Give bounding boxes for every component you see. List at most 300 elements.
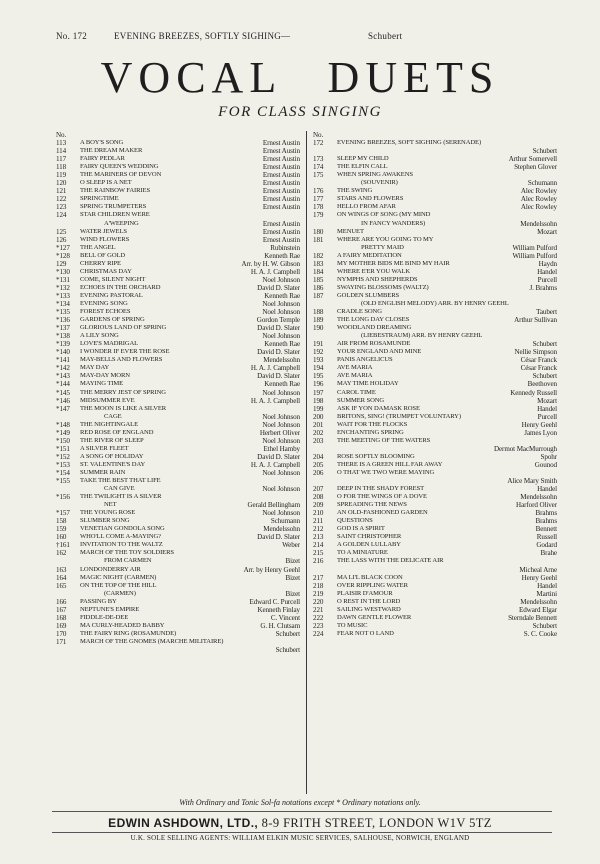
song-title: MAGIC NIGHT (CARMEN) bbox=[80, 573, 157, 581]
song-row bbox=[56, 147, 300, 155]
song-number: *151 bbox=[56, 444, 70, 453]
song-composer: Noel Johnson bbox=[262, 308, 300, 317]
song-number: 197 bbox=[313, 388, 324, 397]
song-title: CAN GIVE bbox=[104, 485, 135, 493]
song-number: 205 bbox=[313, 460, 324, 469]
song-row bbox=[56, 622, 300, 630]
song-title: A SILVER FLEET bbox=[80, 444, 129, 452]
song-row bbox=[313, 429, 557, 437]
song-number: 162 bbox=[56, 549, 67, 558]
song-title: DAWN GENTLE FLOWER bbox=[337, 613, 412, 621]
song-composer: Arthur Sullivan bbox=[514, 316, 557, 325]
song-composer: Noel Johnson bbox=[262, 509, 300, 518]
song-row bbox=[56, 332, 300, 340]
song-composer: Arr. by H. W. Gibson bbox=[241, 259, 300, 268]
song-composer: Mendelssohn bbox=[520, 597, 557, 606]
song-title: AIR FROM ROSAMUNDE bbox=[337, 340, 411, 348]
song-number: 163 bbox=[56, 565, 67, 574]
song-composer: Brahms bbox=[535, 517, 557, 526]
song-title: GOD IS A SPIRIT bbox=[337, 525, 385, 533]
song-row bbox=[313, 316, 557, 324]
publisher-name: EDWIN ASHDOWN, LTD., bbox=[108, 816, 259, 830]
song-row bbox=[313, 389, 557, 397]
song-title: MARCH OF THE TOY SOLDIERS bbox=[80, 549, 174, 557]
song-title: BELL OF GOLD bbox=[80, 251, 126, 259]
song-title: CAGE bbox=[104, 412, 122, 420]
song-title: MA LI'L BLACK COON bbox=[337, 573, 403, 581]
song-title: SAINT CHRISTOPHER bbox=[337, 533, 402, 541]
song-composer: David D. Slater bbox=[257, 348, 300, 357]
song-number: 171 bbox=[56, 637, 67, 646]
song-row bbox=[56, 220, 300, 228]
song-row bbox=[313, 405, 557, 413]
song-number: 179 bbox=[313, 211, 324, 220]
song-row bbox=[56, 260, 300, 268]
song-number: 203 bbox=[313, 436, 324, 445]
song-row bbox=[313, 147, 557, 155]
song-composer: G. H. Clutsam bbox=[260, 621, 300, 630]
song-row bbox=[56, 606, 300, 614]
song-title: THE TWILIGHT IS A SILVER bbox=[80, 493, 162, 501]
song-number: 165 bbox=[56, 581, 67, 590]
right-song-list bbox=[313, 131, 557, 638]
song-row bbox=[56, 364, 300, 372]
song-composer: Alice Mary Smith bbox=[507, 477, 557, 486]
song-number: 129 bbox=[56, 259, 67, 268]
song-row bbox=[56, 469, 300, 477]
song-number: *142 bbox=[56, 364, 70, 373]
song-number: 190 bbox=[313, 324, 324, 333]
song-title: (LIEBESTRAUM) ARR. BY HENRY GEEHL bbox=[361, 332, 483, 340]
song-composer: Taubert bbox=[536, 308, 557, 317]
song-number: 215 bbox=[313, 549, 324, 558]
song-number: *127 bbox=[56, 243, 70, 252]
song-title: ROSE SOFTLY BLOOMING bbox=[337, 452, 415, 460]
song-row bbox=[56, 429, 300, 437]
song-title: MY MOTHER BIDS ME BIND MY HAIR bbox=[337, 259, 450, 267]
song-number: 181 bbox=[313, 235, 324, 244]
song-title: O FOR THE WINGS OF A DOVE bbox=[337, 493, 427, 501]
song-row bbox=[56, 356, 300, 364]
song-number: 192 bbox=[313, 348, 324, 357]
song-composer: Ernest Austin bbox=[262, 139, 300, 148]
song-title: THE DREAM MAKER bbox=[80, 147, 143, 155]
song-title: SPREADING THE NEWS bbox=[337, 501, 407, 509]
song-number: *140 bbox=[56, 348, 70, 357]
song-number: 178 bbox=[313, 203, 324, 212]
song-row bbox=[313, 517, 557, 525]
song-row bbox=[56, 493, 300, 501]
song-number: 159 bbox=[56, 525, 67, 534]
song-number: 126 bbox=[56, 235, 67, 244]
song-number: 223 bbox=[313, 621, 324, 630]
song-row bbox=[313, 630, 557, 638]
song-row bbox=[56, 437, 300, 445]
left-song-list bbox=[56, 131, 300, 654]
song-title: TO MUSIC bbox=[337, 621, 368, 629]
song-number: 199 bbox=[313, 404, 324, 413]
song-title: MIDSUMMER EVE bbox=[80, 396, 135, 404]
song-title: ASK IF YON DAMASK ROSE bbox=[337, 404, 420, 412]
song-title: EVENING BREEZES, SOFT SIGHING (SERENADE) bbox=[337, 139, 482, 147]
song-number: 158 bbox=[56, 517, 67, 526]
song-number bbox=[313, 332, 337, 340]
song-composer: Schubert bbox=[532, 621, 557, 630]
song-row bbox=[313, 203, 557, 211]
song-title: THE NIGHTINGALE bbox=[80, 420, 139, 428]
song-composer: Sterndale Bennett bbox=[508, 613, 557, 622]
song-composer: Kenneth Rae bbox=[264, 251, 300, 260]
song-number bbox=[313, 179, 337, 187]
song-title: SLEEP MY CHILD bbox=[337, 155, 389, 163]
song-composer: Gounod bbox=[534, 460, 557, 469]
song-title: (OLD ENGLISH MELODY) ARR. BY HENRY GEEHL bbox=[361, 299, 509, 307]
song-title: MENUET bbox=[337, 227, 364, 235]
song-row bbox=[313, 139, 557, 147]
song-title: CHRISTMAS DAY bbox=[80, 267, 132, 275]
song-number: 222 bbox=[313, 613, 324, 622]
song-composer: Handel bbox=[537, 267, 557, 276]
song-composer: Schumann bbox=[270, 517, 300, 526]
song-number: 117 bbox=[56, 155, 67, 164]
song-row bbox=[313, 525, 557, 533]
song-title: (SOUVENIR) bbox=[361, 179, 398, 187]
song-number: 122 bbox=[56, 195, 67, 204]
song-title: THE LONG DAY CLOSES bbox=[337, 316, 410, 324]
song-row bbox=[313, 533, 557, 541]
song-number: 209 bbox=[313, 501, 324, 510]
song-title: WATER JEWELS bbox=[80, 227, 127, 235]
song-number: 191 bbox=[313, 340, 324, 349]
song-composer: Ernest Austin bbox=[262, 195, 300, 204]
song-row bbox=[56, 557, 300, 565]
song-row bbox=[56, 485, 300, 493]
song-row bbox=[313, 179, 557, 187]
song-title: SUMMER SONG bbox=[337, 396, 385, 404]
song-number bbox=[56, 590, 80, 598]
song-composer: Bennett bbox=[535, 525, 557, 534]
song-title: PRETTY MAID bbox=[361, 243, 404, 251]
song-number: 210 bbox=[313, 509, 324, 518]
page-subtitle: FOR CLASS SINGING bbox=[218, 104, 382, 120]
song-title: THE ELFIN CALL bbox=[337, 163, 388, 171]
song-row bbox=[56, 638, 300, 646]
song-row bbox=[56, 517, 300, 525]
song-number: *152 bbox=[56, 452, 70, 461]
song-number: 217 bbox=[313, 573, 324, 582]
song-title: SLUMBER SONG bbox=[80, 517, 130, 525]
song-title: O THAT WE TWO WERE MAYING bbox=[337, 468, 435, 476]
song-composer: Noel Johnson bbox=[262, 388, 300, 397]
song-row bbox=[313, 332, 557, 340]
song-row bbox=[313, 308, 557, 316]
song-title: SPRINGTIME bbox=[80, 195, 119, 203]
song-row bbox=[56, 308, 300, 316]
song-composer: Noel Johnson bbox=[262, 436, 300, 445]
song-row bbox=[56, 397, 300, 405]
song-composer: Stephen Glover bbox=[514, 163, 557, 172]
page-title: VOCAL DUETS bbox=[100, 53, 500, 102]
song-number: 121 bbox=[56, 187, 67, 196]
song-number bbox=[56, 220, 80, 228]
song-title: OVER RIPPLING WATER bbox=[337, 581, 408, 589]
song-row bbox=[56, 574, 300, 582]
song-composer: Edward C. Purcell bbox=[249, 597, 300, 606]
song-number: 125 bbox=[56, 227, 67, 236]
song-title: VENETIAN GONDOLA SONG bbox=[80, 525, 165, 533]
song-title: SUMMER RAIN bbox=[80, 468, 126, 476]
song-number: 176 bbox=[313, 187, 324, 196]
song-row bbox=[56, 461, 300, 469]
song-number: 120 bbox=[56, 179, 67, 188]
song-composer: Ernest Austin bbox=[262, 155, 300, 164]
song-title: A LILY SONG bbox=[80, 332, 119, 340]
song-number bbox=[313, 220, 337, 228]
song-number: 169 bbox=[56, 621, 67, 630]
song-row bbox=[313, 566, 557, 574]
song-number: 164 bbox=[56, 573, 67, 582]
song-row bbox=[56, 405, 300, 413]
song-row bbox=[56, 348, 300, 356]
song-title bbox=[80, 131, 300, 139]
song-number: 221 bbox=[313, 605, 324, 614]
song-row bbox=[313, 421, 557, 429]
song-number bbox=[313, 300, 337, 308]
song-title: BRITONS, SING! (TRUMPET VOLUNTARY) bbox=[337, 412, 461, 420]
song-row bbox=[56, 389, 300, 397]
song-title: YOUR ENGLAND AND MINE bbox=[337, 348, 422, 356]
song-composer: Kenneth Finlay bbox=[257, 605, 300, 614]
song-title: THERE IS A GREEN HILL FAR AWAY bbox=[337, 460, 443, 468]
song-title: FIDDLE-DE-DEE bbox=[80, 613, 129, 621]
song-row bbox=[313, 622, 557, 630]
song-number: 206 bbox=[313, 468, 324, 477]
song-row bbox=[313, 437, 557, 445]
song-title: NEPTUNE'S EMPIRE bbox=[80, 605, 140, 613]
song-title: TO A MINIATURE bbox=[337, 549, 388, 557]
song-number: 213 bbox=[313, 533, 324, 542]
song-title: FEAR NOT O LAND bbox=[337, 629, 394, 637]
song-composer: Ernest Austin bbox=[262, 235, 300, 244]
song-row bbox=[313, 485, 557, 493]
song-row bbox=[313, 582, 557, 590]
song-row bbox=[56, 300, 300, 308]
song-composer: Ernest Austin bbox=[262, 147, 300, 156]
song-number: *149 bbox=[56, 428, 70, 437]
song-row bbox=[56, 533, 300, 541]
song-row bbox=[56, 131, 300, 139]
song-number: 194 bbox=[313, 364, 324, 373]
song-title: AN OLD-FASHIONED GARDEN bbox=[337, 509, 428, 517]
song-number: 160 bbox=[56, 533, 67, 542]
song-title: PANIS ANGELICUS bbox=[337, 356, 393, 364]
song-composer: H. A. J. Campbell bbox=[250, 364, 300, 373]
song-title: SPRING TRUMPETERS bbox=[80, 203, 147, 211]
song-row bbox=[56, 501, 300, 509]
song-title: WHO'LL COME A-MAYING? bbox=[80, 533, 162, 541]
song-composer: Ernest Austin bbox=[262, 163, 300, 172]
song-title: GOLDEN SLUMBERS bbox=[337, 291, 400, 299]
song-composer: Ernest Austin bbox=[262, 227, 300, 236]
song-composer: David D. Slater bbox=[257, 533, 300, 542]
song-composer: Dermot MacMurrough bbox=[493, 444, 557, 453]
song-row bbox=[313, 236, 557, 244]
song-composer: Ethel Hamby bbox=[263, 444, 300, 453]
song-row bbox=[56, 244, 300, 252]
song-row bbox=[56, 598, 300, 606]
song-title: LOVE'S MADRIGAL bbox=[80, 340, 139, 348]
song-composer: Schubert bbox=[532, 147, 557, 156]
song-number: 214 bbox=[313, 541, 324, 550]
song-title: SAILING WESTWARD bbox=[337, 605, 401, 613]
song-number: 204 bbox=[313, 452, 324, 461]
song-composer: Schubert bbox=[275, 646, 300, 654]
publisher-address: 8-9 FRITH STREET, LONDON W1V 5TZ bbox=[258, 816, 492, 830]
song-row bbox=[56, 372, 300, 380]
song-title: FAIRY PEDLAR bbox=[80, 155, 125, 163]
song-composer: H. A. J. Campbell bbox=[250, 267, 300, 276]
song-number: 211 bbox=[313, 517, 324, 526]
song-number: *131 bbox=[56, 275, 70, 284]
song-number: 175 bbox=[313, 171, 324, 180]
song-row bbox=[313, 549, 557, 557]
song-title: ST. VALENTINE'S DAY bbox=[80, 460, 146, 468]
song-title: EVENING PASTORAL bbox=[80, 291, 143, 299]
song-row bbox=[56, 236, 300, 244]
song-number: *136 bbox=[56, 316, 70, 325]
song-title: THE FAIRY RING (ROSAMUNDE) bbox=[80, 629, 177, 637]
song-composer: Noel Johnson bbox=[262, 468, 300, 477]
song-composer: Schubert bbox=[275, 629, 300, 638]
song-composer: Schubert bbox=[532, 340, 557, 349]
song-row bbox=[56, 276, 300, 284]
song-number: *143 bbox=[56, 372, 70, 381]
song-title bbox=[337, 131, 557, 139]
song-composer: James Lyon bbox=[524, 428, 557, 437]
song-title: CHERRY RIPE bbox=[80, 259, 121, 267]
song-number bbox=[56, 501, 80, 509]
song-row bbox=[313, 461, 557, 469]
song-number: 182 bbox=[313, 251, 324, 260]
song-title: STAR CHILDREN WERE bbox=[80, 211, 150, 219]
song-row bbox=[313, 372, 557, 380]
song-title: THE SWING bbox=[337, 187, 373, 195]
header-song-title: EVENING BREEZES, SOFTLY SIGHING— bbox=[114, 31, 291, 41]
song-row bbox=[313, 413, 557, 421]
song-title: AVE MARIA bbox=[337, 372, 373, 380]
song-row bbox=[313, 541, 557, 549]
song-row bbox=[56, 413, 300, 421]
song-row bbox=[56, 541, 300, 549]
song-number: 187 bbox=[313, 291, 324, 300]
song-number: 188 bbox=[313, 308, 324, 317]
song-composer: Kenneth Rae bbox=[264, 291, 300, 300]
divider-rule bbox=[52, 832, 552, 833]
song-row bbox=[313, 252, 557, 260]
song-number: *134 bbox=[56, 299, 70, 308]
song-title: WAIT FOR THE FLOCKS bbox=[337, 420, 408, 428]
song-number: 219 bbox=[313, 589, 324, 598]
song-composer: C. Vincent bbox=[270, 613, 300, 622]
song-composer: Handel bbox=[537, 404, 557, 413]
song-title: THE MEETING OF THE WATERS bbox=[337, 436, 431, 444]
song-title: MA CURLY-HEADED BABBY bbox=[80, 621, 165, 629]
song-number: 216 bbox=[313, 557, 324, 566]
column-divider bbox=[306, 131, 307, 794]
song-number: 113 bbox=[56, 139, 67, 148]
song-title: THE LASS WITH THE DELICATE AIR bbox=[337, 557, 444, 565]
song-title: MAY-DAY MORN bbox=[80, 372, 130, 380]
song-row bbox=[313, 606, 557, 614]
song-title: NET bbox=[104, 501, 117, 509]
song-composer: Kennedy Russell bbox=[510, 388, 557, 397]
publisher-line bbox=[0, 816, 600, 831]
song-number: 193 bbox=[313, 356, 324, 365]
song-title: HELLO FROM AFAR bbox=[337, 203, 396, 211]
song-title: WHERE ARE YOU GOING TO MY bbox=[337, 235, 434, 243]
song-composer: David D. Slater bbox=[257, 372, 300, 381]
song-row bbox=[313, 493, 557, 501]
song-row bbox=[313, 590, 557, 598]
song-title: THE MERRY JEST OF SPRING bbox=[80, 388, 166, 396]
song-row bbox=[313, 574, 557, 582]
song-title: COME, SILENT NIGHT bbox=[80, 275, 146, 283]
song-composer: Weber bbox=[282, 541, 300, 550]
song-title: A SONG OF HOLIDAY bbox=[80, 452, 144, 460]
song-row bbox=[313, 268, 557, 276]
song-composer: H. A. J. Campbell bbox=[250, 396, 300, 405]
song-composer: Mendelssohn bbox=[263, 525, 300, 534]
song-title: QUESTIONS bbox=[337, 517, 373, 525]
song-composer: Micheal Arne bbox=[519, 565, 557, 574]
song-composer: Ernest Austin bbox=[262, 187, 300, 196]
song-row bbox=[56, 187, 300, 195]
song-title: O SLEEP IS A NET bbox=[80, 179, 132, 187]
song-number: 114 bbox=[56, 147, 67, 156]
song-composer: Noel Johnson bbox=[262, 412, 300, 421]
song-row bbox=[56, 525, 300, 533]
song-number: 124 bbox=[56, 211, 67, 220]
song-title: THE RIVER OF SLEEP bbox=[80, 436, 144, 444]
song-composer: Rubinstein bbox=[270, 243, 300, 252]
song-number: †161 bbox=[56, 541, 70, 550]
song-number: 170 bbox=[56, 629, 67, 638]
song-composer: Mozart bbox=[537, 227, 557, 236]
song-row bbox=[313, 187, 557, 195]
song-row bbox=[56, 203, 300, 211]
song-composer: William Pulford bbox=[512, 251, 557, 260]
song-composer: William Pulford bbox=[512, 243, 557, 252]
song-number: 198 bbox=[313, 396, 324, 405]
song-title: MAY DAY bbox=[80, 364, 110, 372]
song-row bbox=[56, 646, 300, 654]
song-title: PASSING BY bbox=[80, 597, 117, 605]
song-row bbox=[313, 163, 557, 171]
song-row bbox=[313, 469, 557, 477]
header-line bbox=[56, 31, 560, 43]
song-composer: Kenneth Rae bbox=[264, 340, 300, 349]
song-number: *138 bbox=[56, 332, 70, 341]
song-row bbox=[313, 211, 557, 219]
song-composer: Beethoven bbox=[527, 380, 557, 389]
song-title: LONDONDERRY AIR bbox=[80, 565, 141, 573]
song-title: THE MOON IS LIKE A SILVER bbox=[80, 404, 167, 412]
song-row bbox=[313, 445, 557, 453]
song-title: EVENING SONG bbox=[80, 299, 128, 307]
header-number: No. 172 bbox=[56, 31, 88, 41]
song-row bbox=[313, 292, 557, 300]
song-title: FOREST ECHOES bbox=[80, 308, 131, 316]
